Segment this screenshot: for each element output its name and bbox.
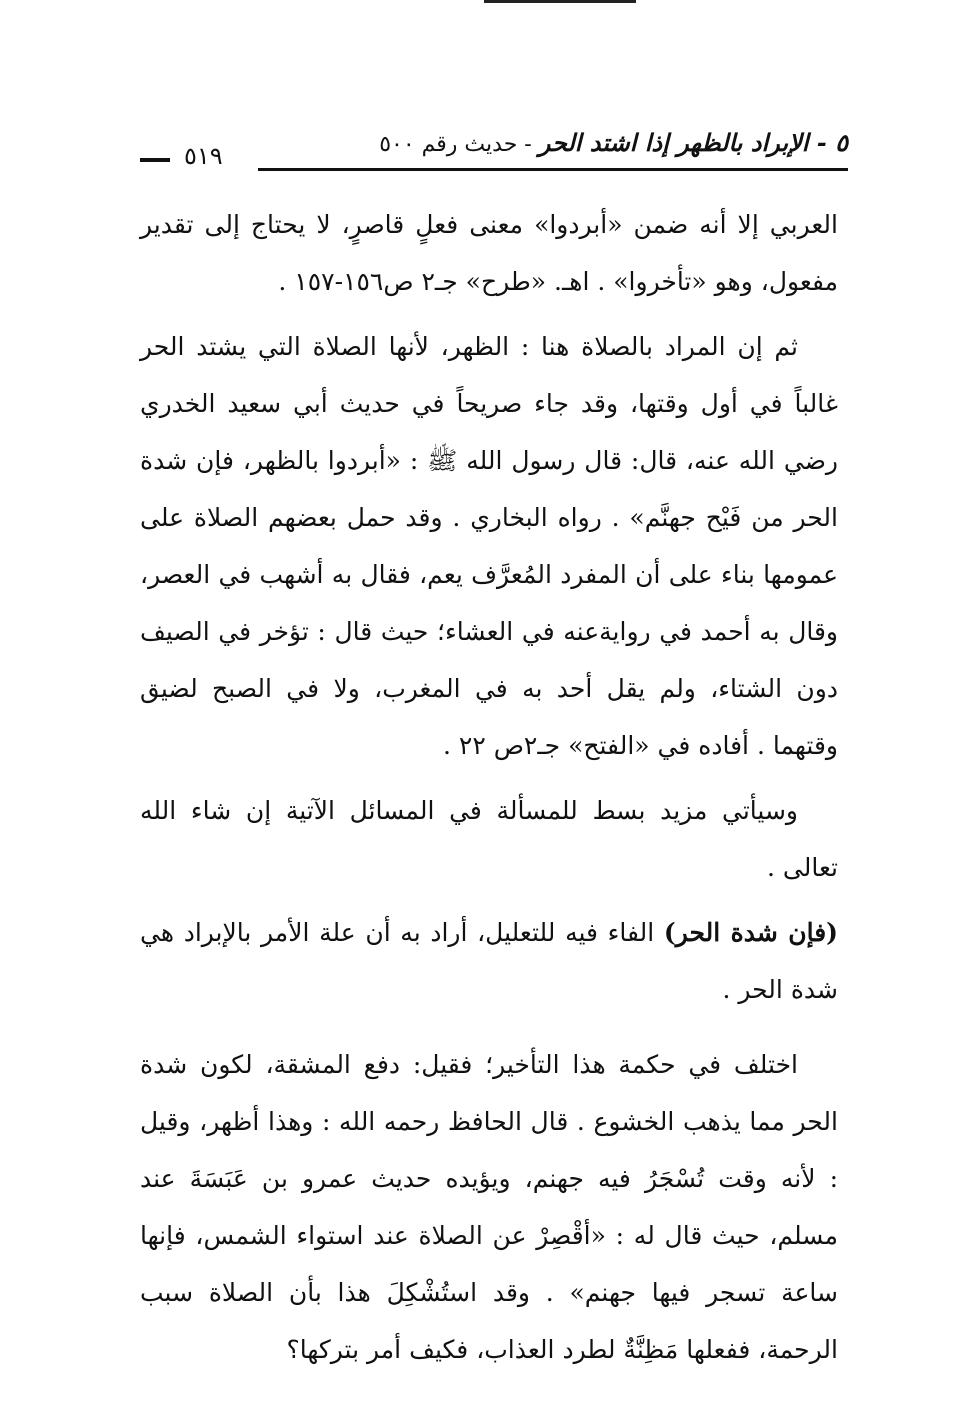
top-rule (484, 0, 636, 3)
running-header (140, 128, 848, 168)
commentary-text: الفاء فيه للتعليل، أراد به أن علة الأمر بالإبراد هي شدة الحر . (140, 918, 838, 1004)
paragraph-further-discussion: وسيأتي مزيد بسط للمسألة في المسائل الآتية إن شاء الله تعالى . (140, 796, 838, 882)
quoted-phrase: (فإن شدة الحر) (663, 918, 839, 947)
page-body (140, 196, 838, 1378)
page-number-dash (140, 158, 170, 162)
paragraph-wisdom: اختلف في حكمة هذا التأخير؛ فقيل: دفع المشقة، لكون شدة الحر مما يذهب الخشوع . قال الحافظ رحمه الله : وهذا أظهر، وقيل : لأنه وقت تُسْجَرُ فيه جهنم، ويؤيده حديث عمرو بن عَبَسَةَ عند مسلم، حيث قال له : «أقْصِرْ عن الصلاة عند استواء الشمس، فإنها ساعة تسجر فيها جهنم» . وقد استُشْكِلَ هذا بأن الصلاة سبب الرحمة، ففعلها مَظِنَّةٌ لطرد العذاب، فكيف أمر بتركها؟ (140, 1050, 838, 1364)
hadith-reference: - حديث رقم ٥٠٠ (379, 132, 539, 157)
paragraph-continuation: العربي إلا أنه ضمن «أبردوا» معنى فعلٍ قاصرٍ، لا يحتاج إلى تقدير مفعول، وهو «تأخروا» . اهـ. «طرح» جـ٢ ص١٥٦-١٥٧ . (140, 210, 838, 296)
paragraph-prayer-meaning: ثم إن المراد بالصلاة هنا : الظهر، لأنها الصلاة التي يشتد الحر غالباً في أول وقتها، وقد جاء صريحاً في حديث أبي سعيد الخدري رضي الله عنه، قال: قال رسول الله ﷺ : «أبردوا بالظهر، فإن شدة الحر من فَيْح جهنَّم» . رواه البخاري . وقد حمل بعضهم الصلاة على عمومها بناء على أن المفرد المُعرَّف يعم، فقال به أشهب في العصر، وقال به أحمد في روايةعنه في العشاء؛ حيث قال : تؤخر في الصيف دون الشتاء، ولم يقل أحد به في المغرب، ولا في الصبح لضيق وقتهما . أفاده في «الفتح» جـ٢ص ٢٢ . (140, 332, 838, 760)
page-number: ٥١٩ (184, 142, 223, 170)
header-rule (258, 168, 848, 171)
running-title (379, 128, 848, 157)
chapter-title: ٥ - الإبراد بالظهر إذا اشتد الحر (538, 128, 848, 157)
paragraph-commentary (140, 904, 838, 1018)
